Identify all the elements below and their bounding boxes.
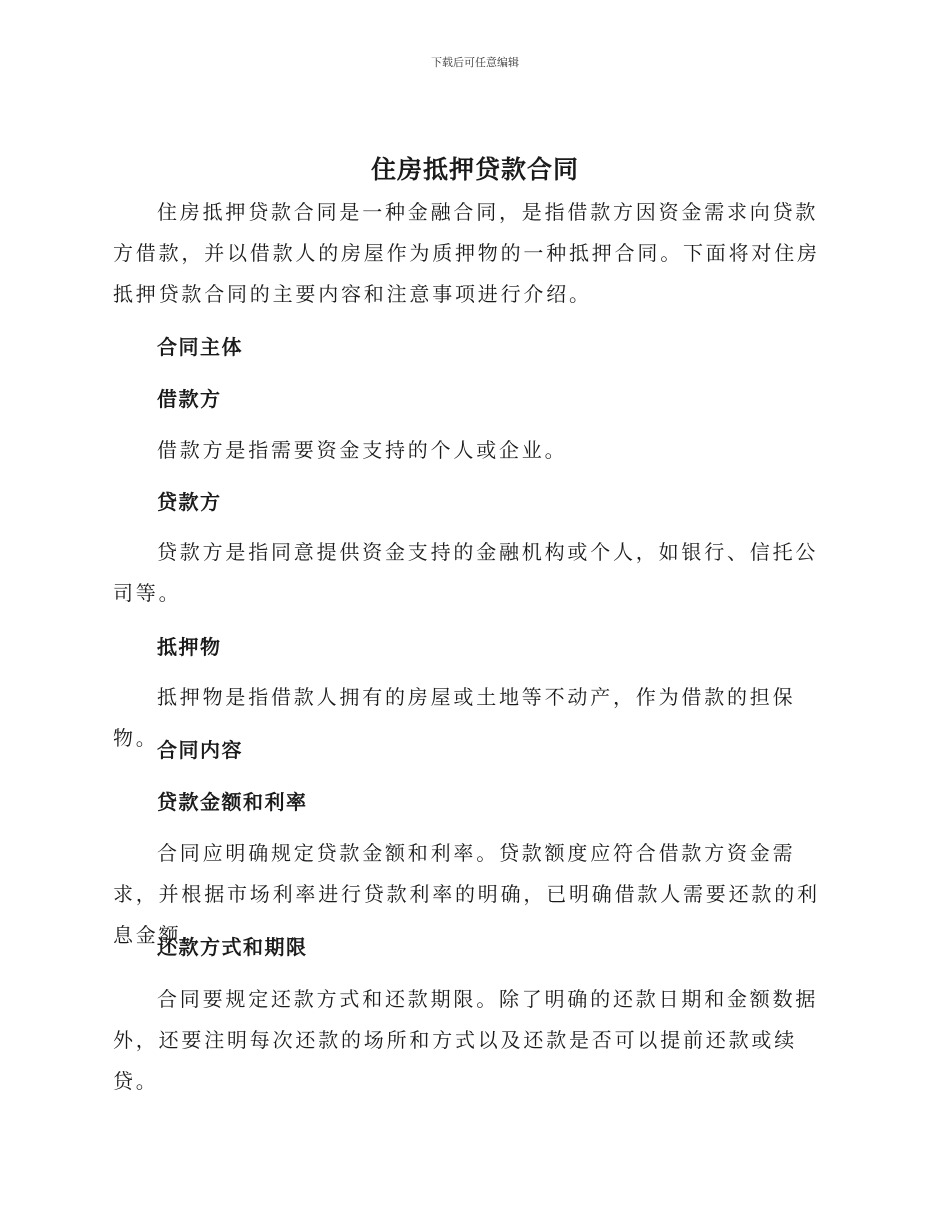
document-title: 住房抵押贷款合同 bbox=[370, 155, 579, 184]
subheading-lender: 贷款方 bbox=[157, 490, 222, 514]
subheading-collateral: 抵押物 bbox=[157, 635, 222, 659]
subheading-repayment: 还款方式和期限 bbox=[157, 935, 308, 959]
borrower-paragraph: 借款方是指需要资金支持的个人或企业。 bbox=[157, 438, 568, 462]
page-header-note: 下载后可任意编辑 bbox=[431, 56, 519, 69]
section-heading-parties: 合同主体 bbox=[157, 335, 243, 359]
subheading-borrower: 借款方 bbox=[157, 387, 222, 411]
lender-paragraph: 贷款方是指同意提供资金支持的金融机构或个人，如银行、信托公司等。 bbox=[113, 540, 819, 605]
repayment-paragraph: 合同要规定还款方式和还款期限。除了明确的还款日期和金额数据外，还要注明每次还款的场所和方式以及还款是否可以提前还款或续贷。 bbox=[113, 987, 819, 1093]
intro-paragraph: 住房抵押贷款合同是一种金融合同，是指借款方因资金需求向贷款方借款，并以借款人的房屋作为质押物的一种抵押合同。下面将对住房抵押贷款合同的主要内容和注意事项进行介绍。 bbox=[113, 200, 820, 306]
amount-rate-paragraph: 合同应明确规定贷款金额和利率。贷款额度应符合借款方资金需求，并根据市场利率进行贷款利率的明确，已明确借款人需要还款的利息金额。 bbox=[113, 841, 820, 947]
section-heading-content: 合同内容 bbox=[157, 738, 243, 762]
collateral-paragraph: 抵押物是指借款人拥有的房屋或土地等不动产，作为借款的担保物。 bbox=[113, 685, 796, 750]
subheading-amount-rate: 贷款金额和利率 bbox=[157, 790, 308, 814]
